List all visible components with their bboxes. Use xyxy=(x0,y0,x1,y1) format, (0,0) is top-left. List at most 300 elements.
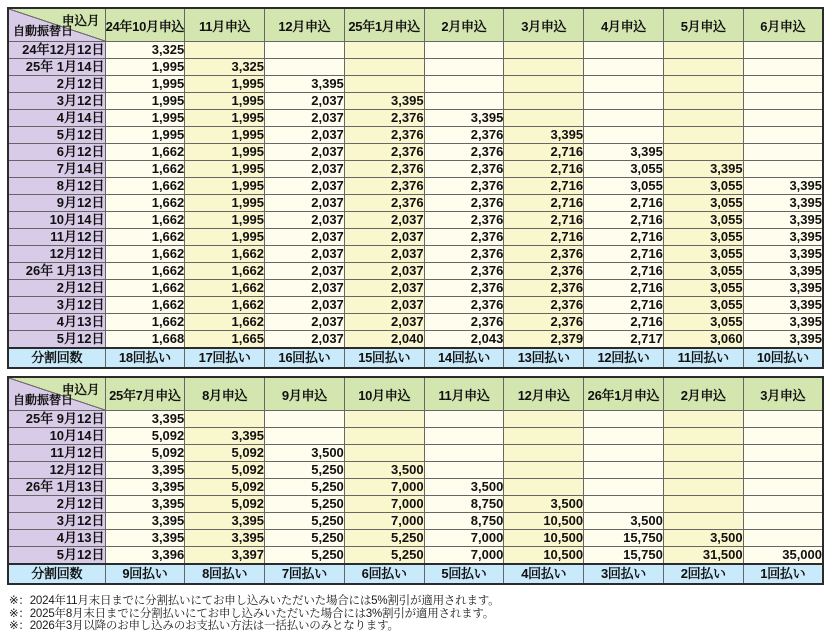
footnotes xyxy=(7,592,824,633)
transfer-date-cell: 12月12日 xyxy=(8,246,105,263)
payment-amount-cell xyxy=(584,462,664,479)
payment-amount-cell: 8,750 xyxy=(424,513,504,530)
column-header: 3月申込 xyxy=(743,377,823,411)
payment-amount-cell: 1,662 xyxy=(185,297,265,314)
payment-amount-cell xyxy=(743,42,823,59)
payment-amount-cell: 2,037 xyxy=(265,314,345,331)
payment-amount-cell xyxy=(504,445,584,462)
payment-amount-cell xyxy=(743,445,823,462)
payment-amount-cell: 2,037 xyxy=(265,331,345,349)
table-body xyxy=(8,411,823,585)
payment-amount-cell: 5,250 xyxy=(265,530,345,547)
payment-amount-cell: 2,376 xyxy=(344,127,424,144)
installment-count-cell: 8回払い xyxy=(185,564,265,584)
payment-amount-cell: 3,395 xyxy=(743,178,823,195)
payment-amount-cell: 2,376 xyxy=(344,144,424,161)
payment-amount-cell xyxy=(424,76,504,93)
payment-amount-cell xyxy=(584,496,664,513)
payment-amount-cell: 2,716 xyxy=(584,263,664,280)
payment-amount-cell: 2,376 xyxy=(344,161,424,178)
payment-amount-cell xyxy=(663,59,743,76)
payment-amount-cell: 3,395 xyxy=(743,229,823,246)
table-row xyxy=(8,178,823,195)
payment-amount-cell: 1,995 xyxy=(105,93,185,110)
column-header: 12月申込 xyxy=(265,8,345,42)
payment-amount-cell xyxy=(584,127,664,144)
payment-amount-cell: 5,092 xyxy=(185,445,265,462)
corner-label-application-month: 申込月 xyxy=(61,14,100,28)
installment-count-cell: 18回払い xyxy=(105,348,185,368)
installment-schedule-table-1 xyxy=(7,7,824,369)
payment-amount-cell: 1,662 xyxy=(105,144,185,161)
payment-amount-cell: 2,716 xyxy=(584,195,664,212)
installment-count-cell: 4回払い xyxy=(504,564,584,584)
payment-amount-cell: 5,250 xyxy=(265,496,345,513)
payment-amount-cell: 2,376 xyxy=(424,212,504,229)
payment-amount-cell xyxy=(424,59,504,76)
payment-amount-cell: 1,995 xyxy=(185,212,265,229)
payment-amount-cell: 3,055 xyxy=(663,229,743,246)
payment-amount-cell xyxy=(663,127,743,144)
payment-amount-cell: 3,395 xyxy=(663,161,743,178)
payment-amount-cell xyxy=(504,59,584,76)
column-header: 9月申込 xyxy=(265,377,345,411)
transfer-date-cell: 11月12日 xyxy=(8,229,105,246)
table-row xyxy=(8,314,823,331)
payment-amount-cell xyxy=(265,411,345,428)
payment-amount-cell: 2,376 xyxy=(424,246,504,263)
payment-amount-cell: 7,000 xyxy=(424,547,504,565)
transfer-date-cell: 5月12日 xyxy=(8,127,105,144)
payment-amount-cell: 5,092 xyxy=(185,479,265,496)
payment-amount-cell xyxy=(743,59,823,76)
transfer-date-cell: 2月12日 xyxy=(8,280,105,297)
table-row xyxy=(8,263,823,280)
transfer-date-cell: 26年 1月13日 xyxy=(8,479,105,496)
payment-amount-cell: 2,716 xyxy=(584,246,664,263)
payment-amount-cell: 3,395 xyxy=(743,263,823,280)
payment-amount-cell: 3,395 xyxy=(105,479,185,496)
payment-amount-cell: 1,995 xyxy=(105,76,185,93)
installment-schedule-table-2 xyxy=(7,376,824,585)
payment-amount-cell: 8,750 xyxy=(424,496,504,513)
transfer-date-cell: 5月12日 xyxy=(8,331,105,349)
payment-amount-cell xyxy=(663,513,743,530)
table-row xyxy=(8,297,823,314)
table-row xyxy=(8,161,823,178)
payment-amount-cell: 5,092 xyxy=(185,462,265,479)
header-row xyxy=(8,377,823,411)
table-row xyxy=(8,445,823,462)
installment-table-2-container xyxy=(7,376,824,585)
payment-amount-cell: 1,995 xyxy=(185,178,265,195)
table-row xyxy=(8,229,823,246)
installment-count-cell: 16回払い xyxy=(265,348,345,368)
payment-amount-cell: 3,395 xyxy=(743,212,823,229)
payment-amount-cell: 2,376 xyxy=(344,110,424,127)
payment-amount-cell: 1,662 xyxy=(105,246,185,263)
payment-amount-cell: 2,716 xyxy=(504,229,584,246)
payment-amount-cell: 2,037 xyxy=(265,178,345,195)
payment-amount-cell: 3,500 xyxy=(265,445,345,462)
table-row xyxy=(8,127,823,144)
payment-amount-cell: 1,662 xyxy=(105,314,185,331)
payment-amount-cell: 2,717 xyxy=(584,331,664,349)
installment-count-cell: 14回払い xyxy=(424,348,504,368)
transfer-date-cell: 5月12日 xyxy=(8,547,105,565)
payment-amount-cell xyxy=(424,428,504,445)
payment-amount-cell: 10,500 xyxy=(504,530,584,547)
payment-amount-cell: 31,500 xyxy=(663,547,743,565)
payment-amount-cell: 3,395 xyxy=(185,428,265,445)
payment-amount-cell: 1,995 xyxy=(185,127,265,144)
transfer-date-cell: 3月12日 xyxy=(8,513,105,530)
payment-amount-cell: 1,662 xyxy=(185,246,265,263)
transfer-date-cell: 11月12日 xyxy=(8,445,105,462)
payment-amount-cell: 2,037 xyxy=(265,110,345,127)
payment-amount-cell: 2,716 xyxy=(504,212,584,229)
corner-label-auto-transfer-date: 自動振替日 xyxy=(13,24,74,38)
installment-count-cell: 12回払い xyxy=(584,348,664,368)
table-header xyxy=(8,377,823,411)
payment-amount-cell: 2,037 xyxy=(265,93,345,110)
payment-amount-cell xyxy=(424,42,504,59)
payment-amount-cell: 2,716 xyxy=(504,144,584,161)
payment-amount-cell: 2,716 xyxy=(584,229,664,246)
footnote: ※：2026年3月以降のお申し込みのお支払い方法は一括払いのみとなります。 xyxy=(9,620,399,632)
installment-count-cell: 6回払い xyxy=(344,564,424,584)
installment-table-1-container xyxy=(7,7,824,369)
installment-count-cell: 15回払い xyxy=(344,348,424,368)
payment-amount-cell: 3,395 xyxy=(743,314,823,331)
payment-amount-cell: 2,037 xyxy=(265,246,345,263)
payment-amount-cell xyxy=(584,428,664,445)
payment-amount-cell xyxy=(344,59,424,76)
payment-amount-cell xyxy=(663,479,743,496)
column-header: 2月申込 xyxy=(424,8,504,42)
payment-amount-cell xyxy=(584,445,664,462)
payment-amount-cell: 1,995 xyxy=(185,76,265,93)
payment-amount-cell: 2,376 xyxy=(424,297,504,314)
table-row xyxy=(8,42,823,59)
payment-amount-cell: 2,037 xyxy=(344,229,424,246)
payment-amount-cell: 3,500 xyxy=(584,513,664,530)
payment-amount-cell: 1,662 xyxy=(105,280,185,297)
payment-amount-cell: 2,716 xyxy=(504,161,584,178)
payment-amount-cell: 2,037 xyxy=(265,297,345,314)
payment-amount-cell xyxy=(584,93,664,110)
payment-amount-cell: 2,037 xyxy=(265,144,345,161)
payment-amount-cell: 5,250 xyxy=(265,547,345,565)
table-row xyxy=(8,331,823,349)
table-row xyxy=(8,462,823,479)
column-header: 24年10月申込 xyxy=(105,8,185,42)
transfer-date-cell: 10月14日 xyxy=(8,428,105,445)
payment-amount-cell: 3,055 xyxy=(663,195,743,212)
transfer-date-cell: 26年 1月13日 xyxy=(8,263,105,280)
payment-amount-cell: 2,040 xyxy=(344,331,424,349)
payment-amount-cell xyxy=(504,411,584,428)
payment-amount-cell: 3,395 xyxy=(265,76,345,93)
payment-amount-cell: 2,376 xyxy=(504,263,584,280)
payment-amount-cell: 2,037 xyxy=(344,212,424,229)
payment-amount-cell xyxy=(663,462,743,479)
payment-amount-cell: 3,396 xyxy=(105,547,185,565)
payment-amount-cell: 3,395 xyxy=(105,513,185,530)
payment-amount-cell xyxy=(185,42,265,59)
payment-amount-cell: 3,055 xyxy=(584,161,664,178)
payment-amount-cell: 1,662 xyxy=(105,212,185,229)
payment-amount-cell xyxy=(265,42,345,59)
table-row xyxy=(8,212,823,229)
table-body xyxy=(8,42,823,369)
payment-amount-cell: 2,376 xyxy=(504,246,584,263)
payment-amount-cell xyxy=(663,76,743,93)
transfer-date-cell: 2月12日 xyxy=(8,496,105,513)
payment-amount-cell xyxy=(424,93,504,110)
payment-amount-cell xyxy=(185,411,265,428)
payment-amount-cell: 5,250 xyxy=(344,547,424,565)
column-header: 3月申込 xyxy=(504,8,584,42)
payment-amount-cell: 2,037 xyxy=(265,263,345,280)
table-row xyxy=(8,513,823,530)
payment-amount-cell: 2,037 xyxy=(265,212,345,229)
payment-amount-cell: 1,662 xyxy=(105,161,185,178)
corner-header-cell xyxy=(8,8,105,42)
payment-amount-cell: 1,665 xyxy=(185,331,265,349)
payment-amount-cell xyxy=(344,445,424,462)
installment-count-cell: 2回払い xyxy=(663,564,743,584)
payment-amount-cell: 2,376 xyxy=(504,297,584,314)
payment-amount-cell: 2,716 xyxy=(504,178,584,195)
payment-amount-cell: 2,376 xyxy=(424,263,504,280)
transfer-date-cell: 3月12日 xyxy=(8,93,105,110)
table-row xyxy=(8,496,823,513)
payment-amount-cell xyxy=(504,479,584,496)
payment-amount-cell: 3,395 xyxy=(105,496,185,513)
payment-amount-cell: 1,995 xyxy=(185,93,265,110)
column-header: 25年7月申込 xyxy=(105,377,185,411)
installment-count-cell: 9回払い xyxy=(105,564,185,584)
payment-amount-cell xyxy=(743,411,823,428)
payment-amount-cell: 2,037 xyxy=(344,297,424,314)
column-header: 26年1月申込 xyxy=(584,377,664,411)
column-header: 12月申込 xyxy=(504,377,584,411)
corner-label-application-month: 申込月 xyxy=(61,383,100,397)
payment-amount-cell: 15,750 xyxy=(584,547,664,565)
transfer-date-cell: 10月14日 xyxy=(8,212,105,229)
payment-amount-cell: 3,055 xyxy=(663,178,743,195)
payment-amount-cell: 3,325 xyxy=(185,59,265,76)
payment-amount-cell: 2,376 xyxy=(424,195,504,212)
payment-amount-cell xyxy=(743,496,823,513)
table-row xyxy=(8,195,823,212)
payment-amount-cell: 2,037 xyxy=(265,127,345,144)
payment-amount-cell: 3,500 xyxy=(504,496,584,513)
payment-amount-cell: 2,376 xyxy=(424,144,504,161)
transfer-date-cell: 4月13日 xyxy=(8,314,105,331)
installment-count-label: 分割回数 xyxy=(8,564,105,584)
footnote: ※：2024年11月末日までに分割払いにてお申し込みいただいた場合には5%割引が適用されます。 xyxy=(9,595,500,607)
table-row xyxy=(8,59,823,76)
payment-amount-cell xyxy=(584,76,664,93)
payment-amount-cell xyxy=(743,76,823,93)
transfer-date-cell: 9月12日 xyxy=(8,195,105,212)
payment-amount-cell: 2,376 xyxy=(424,178,504,195)
payment-amount-cell: 3,055 xyxy=(663,263,743,280)
payment-amount-cell xyxy=(424,462,504,479)
installment-count-cell: 7回払い xyxy=(265,564,345,584)
transfer-date-cell: 12月12日 xyxy=(8,462,105,479)
payment-amount-cell xyxy=(743,479,823,496)
payment-amount-cell: 1,662 xyxy=(185,263,265,280)
payment-amount-cell: 1,995 xyxy=(185,161,265,178)
payment-amount-cell: 1,668 xyxy=(105,331,185,349)
installment-count-cell: 3回払い xyxy=(584,564,664,584)
transfer-date-cell: 2月12日 xyxy=(8,76,105,93)
payment-amount-cell: 2,376 xyxy=(344,178,424,195)
table-row xyxy=(8,110,823,127)
table-row xyxy=(8,530,823,547)
payment-amount-cell: 3,395 xyxy=(424,110,504,127)
payment-amount-cell xyxy=(504,428,584,445)
payment-amount-cell xyxy=(584,411,664,428)
table-row xyxy=(8,547,823,565)
payment-amount-cell: 2,376 xyxy=(344,195,424,212)
payment-amount-cell: 1,995 xyxy=(185,195,265,212)
payment-amount-cell: 3,395 xyxy=(105,530,185,547)
payment-amount-cell xyxy=(584,59,664,76)
payment-amount-cell: 3,395 xyxy=(185,530,265,547)
table-row xyxy=(8,246,823,263)
payment-amount-cell xyxy=(424,445,504,462)
payment-amount-cell: 3,500 xyxy=(663,530,743,547)
payment-amount-cell xyxy=(663,445,743,462)
transfer-date-cell: 4月13日 xyxy=(8,530,105,547)
payment-amount-cell xyxy=(743,127,823,144)
payment-amount-cell: 3,395 xyxy=(743,331,823,349)
payment-amount-cell: 7,000 xyxy=(344,496,424,513)
payment-amount-cell xyxy=(504,110,584,127)
installment-count-row xyxy=(8,564,823,584)
payment-amount-cell xyxy=(504,42,584,59)
payment-amount-cell: 3,055 xyxy=(663,297,743,314)
payment-amount-cell xyxy=(663,42,743,59)
payment-amount-cell xyxy=(743,93,823,110)
payment-amount-cell: 2,376 xyxy=(424,229,504,246)
transfer-date-cell: 4月14日 xyxy=(8,110,105,127)
payment-amount-cell xyxy=(743,144,823,161)
payment-amount-cell: 3,395 xyxy=(344,93,424,110)
payment-amount-cell xyxy=(344,76,424,93)
payment-amount-cell: 2,716 xyxy=(584,212,664,229)
payment-amount-cell: 3,395 xyxy=(743,297,823,314)
table-row xyxy=(8,428,823,445)
header-row xyxy=(8,8,823,42)
payment-amount-cell xyxy=(743,428,823,445)
payment-amount-cell xyxy=(265,428,345,445)
payment-amount-cell: 2,037 xyxy=(265,280,345,297)
payment-amount-cell: 1,662 xyxy=(185,314,265,331)
corner-header-cell xyxy=(8,377,105,411)
payment-amount-cell: 2,037 xyxy=(265,161,345,178)
payment-amount-cell: 2,716 xyxy=(504,195,584,212)
payment-amount-cell: 3,055 xyxy=(663,246,743,263)
payment-amount-cell: 1,662 xyxy=(105,263,185,280)
payment-amount-cell: 1,662 xyxy=(105,229,185,246)
payment-amount-cell xyxy=(743,110,823,127)
payment-amount-cell: 7,000 xyxy=(344,479,424,496)
payment-amount-cell xyxy=(265,59,345,76)
payment-amount-cell xyxy=(504,93,584,110)
payment-amount-cell: 5,250 xyxy=(265,513,345,530)
installment-count-row xyxy=(8,348,823,368)
payment-amount-cell: 3,060 xyxy=(663,331,743,349)
column-header: 11月申込 xyxy=(424,377,504,411)
payment-amount-cell: 2,379 xyxy=(504,331,584,349)
column-header: 11月申込 xyxy=(185,8,265,42)
payment-amount-cell: 10,500 xyxy=(504,547,584,565)
payment-amount-cell xyxy=(663,144,743,161)
installment-count-cell: 13回払い xyxy=(504,348,584,368)
payment-amount-cell: 2,376 xyxy=(424,161,504,178)
payment-amount-cell: 3,500 xyxy=(424,479,504,496)
installment-count-cell: 17回払い xyxy=(185,348,265,368)
transfer-date-cell: 7月14日 xyxy=(8,161,105,178)
payment-amount-cell: 5,092 xyxy=(185,496,265,513)
payment-amount-cell: 3,325 xyxy=(105,42,185,59)
transfer-date-cell: 8月12日 xyxy=(8,178,105,195)
installment-count-cell: 10回払い xyxy=(743,348,823,368)
payment-amount-cell: 2,716 xyxy=(584,280,664,297)
payment-amount-cell xyxy=(743,161,823,178)
payment-amount-cell xyxy=(663,93,743,110)
payment-amount-cell xyxy=(663,411,743,428)
table-row xyxy=(8,144,823,161)
payment-amount-cell: 1,662 xyxy=(105,195,185,212)
payment-amount-cell xyxy=(584,479,664,496)
payment-amount-cell: 2,037 xyxy=(265,195,345,212)
payment-amount-cell: 2,037 xyxy=(344,280,424,297)
payment-amount-cell: 2,037 xyxy=(344,263,424,280)
payment-amount-cell xyxy=(584,42,664,59)
payment-amount-cell: 3,395 xyxy=(105,462,185,479)
payment-amount-cell: 1,995 xyxy=(185,144,265,161)
payment-amount-cell xyxy=(344,428,424,445)
payment-amount-cell: 3,395 xyxy=(743,246,823,263)
payment-amount-cell: 1,995 xyxy=(185,229,265,246)
table-header xyxy=(8,8,823,42)
payment-amount-cell: 5,092 xyxy=(105,428,185,445)
corner-label-auto-transfer-date: 自動振替日 xyxy=(13,393,74,407)
payment-amount-cell: 2,376 xyxy=(424,127,504,144)
payment-amount-cell: 3,395 xyxy=(105,411,185,428)
payment-amount-cell: 2,376 xyxy=(504,280,584,297)
column-header: 6月申込 xyxy=(743,8,823,42)
payment-amount-cell xyxy=(504,462,584,479)
payment-amount-cell: 2,716 xyxy=(584,297,664,314)
payment-amount-cell: 1,995 xyxy=(105,110,185,127)
payment-amount-cell: 5,250 xyxy=(265,479,345,496)
payment-amount-cell xyxy=(743,530,823,547)
payment-amount-cell: 1,995 xyxy=(185,110,265,127)
payment-amount-cell xyxy=(663,428,743,445)
payment-amount-cell: 3,055 xyxy=(663,212,743,229)
payment-amount-cell: 2,376 xyxy=(504,314,584,331)
transfer-date-cell: 6月12日 xyxy=(8,144,105,161)
payment-amount-cell: 10,500 xyxy=(504,513,584,530)
column-header: 25年1月申込 xyxy=(344,8,424,42)
